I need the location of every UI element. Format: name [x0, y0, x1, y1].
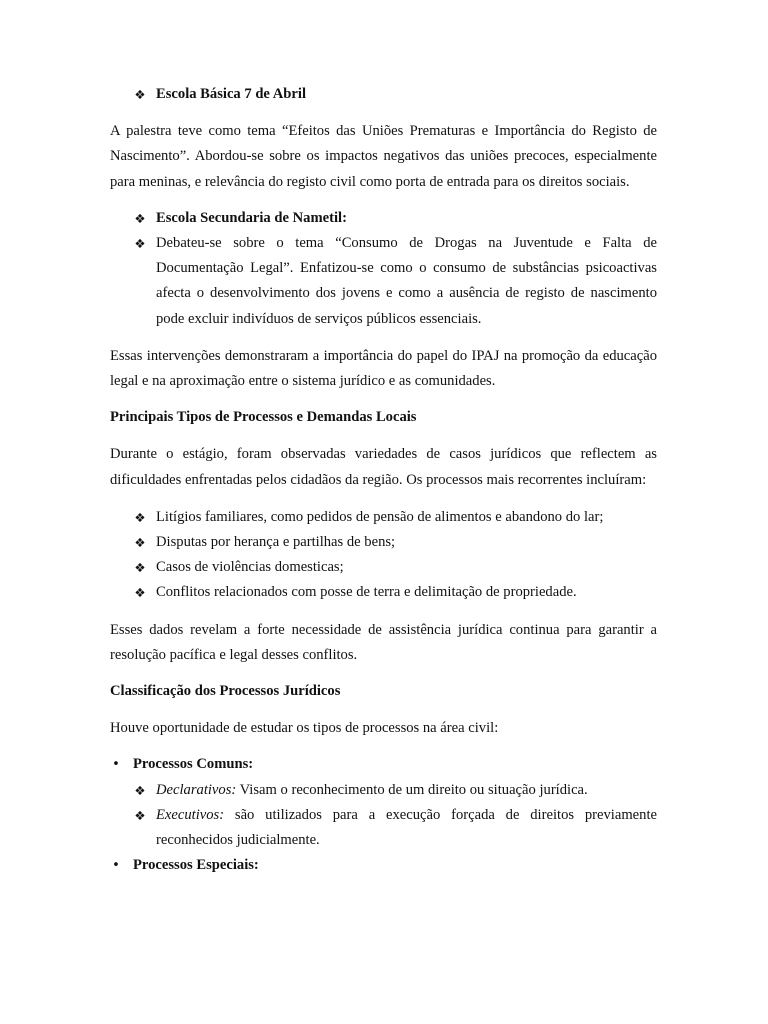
- paragraph-conclusao: Esses dados revelam a forte necessidade de assistência jurídica continua para garantir a resolução pacífica e legal desses conflitos.: [110, 621, 657, 663]
- term-declarativos: Declarativos:: [156, 781, 237, 798]
- diamond-outline-bullet-icon: ❖: [134, 236, 146, 252]
- diamond-outline-bullet-icon: ❖: [134, 535, 146, 551]
- list-item-executivos: [110, 803, 657, 853]
- school-heading-7-abril: ❖ Escola Básica 7 de Abril: [110, 82, 657, 107]
- paragraph-palestra: A palestra teve como tema “Efeitos das Uniões Prematuras e Importância do Registo de Nascimento”. Abordou-se sobre os impactos negativos das uniões precoces, especialmente para meninas, e relevância do registo civil como porta de entrada para os direitos sociais.: [110, 123, 657, 190]
- diamond-outline-bullet-icon: ❖: [134, 782, 146, 798]
- paragraph-classificacao-intro: Houve oportunidade de estudar os tipos de processos na área civil:: [110, 720, 499, 737]
- diamond-bullet-icon: ❖: [134, 87, 146, 102]
- list-item: ❖ Conflitos relacionados com posse de terra e delimitação de propriedade.: [110, 580, 657, 605]
- list-item-processos-comuns: • Processos Comuns:: [110, 752, 657, 777]
- list-item: ❖ Disputas por herança e partilhas de bens;: [110, 530, 657, 555]
- diamond-outline-bullet-icon: ❖: [134, 807, 146, 823]
- list-item-nametil: ❖ Debateu-se sobre o tema “Consumo de Drogas na Juventude e Falta de Documentação Legal”. Enfatizou-se como o consumo de substâncias psicoactivas afecta o desenvolvimento dos jovens e como a ausência de registo de nascimento pode excluir indivíduos de serviços públicos essenciais.: [110, 231, 657, 332]
- list-item-processos-especiais: • Processos Especiais:: [110, 853, 657, 878]
- school-heading-nametil: ❖ Escola Secundaria de Nametil:: [110, 206, 657, 231]
- section-heading-classificacao: Classificação dos Processos Jurídicos: [110, 683, 341, 700]
- definition-declarativos: Visam o reconhecimento de um direito ou situação jurídica.: [236, 781, 588, 798]
- definition-executivos: são utilizados para a execução forçada de direitos previamente reconhecidos judicialmente.: [156, 806, 657, 849]
- bullet-dot-icon: •: [112, 757, 120, 773]
- paragraph-tipos-intro: Durante o estágio, foram observadas variedades de casos jurídicos que reflectem as dificuldades enfrentadas pelos cidadãos da região. Os processos mais recorrentes incluíram:: [110, 446, 657, 488]
- bullet-dot-icon: •: [112, 858, 120, 874]
- list-item: ❖ Casos de violências domesticas;: [110, 555, 657, 580]
- paragraph-intervencoes: Essas intervenções demonstraram a importância do papel do IPAJ na promoção da educação legal e na aproximação entre o sistema jurídico e as comunidades.: [110, 347, 657, 390]
- diamond-outline-bullet-icon: ❖: [134, 509, 146, 525]
- diamond-outline-bullet-icon: ❖: [134, 560, 146, 576]
- term-executivos: Executivos:: [156, 806, 225, 823]
- diamond-outline-bullet-icon: ❖: [134, 585, 146, 601]
- list-item-declarativos: [110, 778, 657, 803]
- list-processos-recorrentes: [110, 505, 657, 606]
- section-heading-tipos: Principais Tipos de Processos e Demandas Locais: [110, 409, 417, 426]
- document-page: [110, 82, 657, 878]
- list-item: ❖ Litígios familiares, como pedidos de pensão de alimentos e abandono do lar;: [110, 505, 657, 530]
- diamond-bullet-icon: ❖: [134, 210, 146, 226]
